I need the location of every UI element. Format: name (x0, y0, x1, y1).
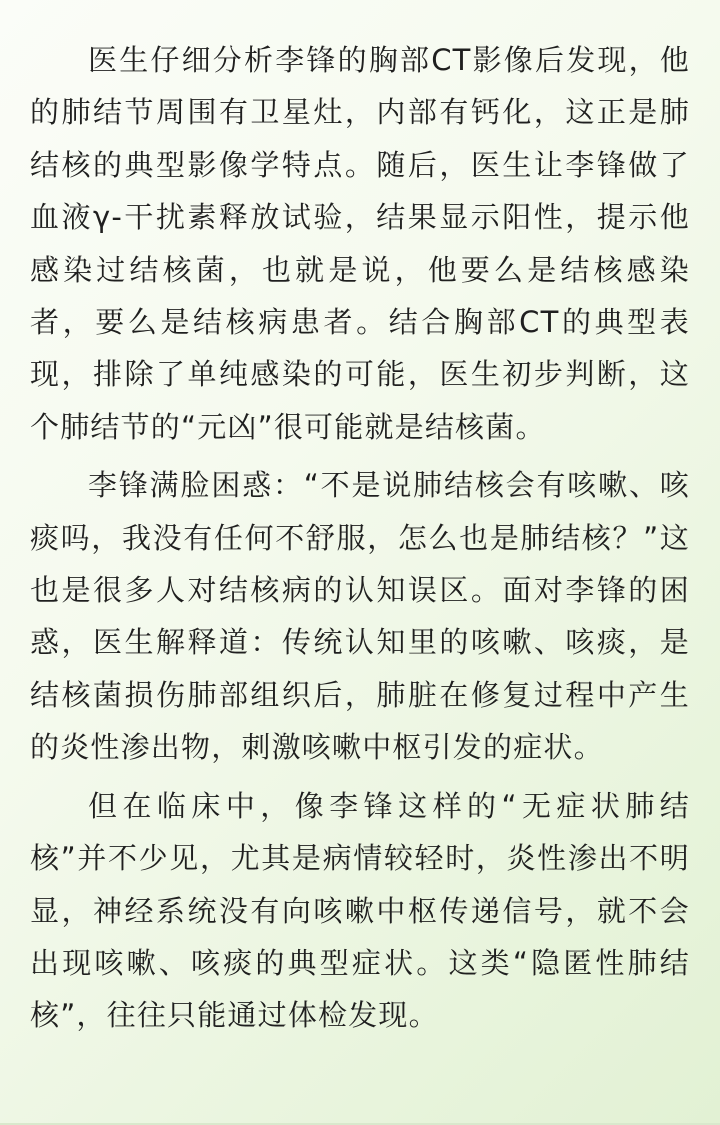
paragraph-patient-confusion: 李锋满脸困惑：“不是说肺结核会有咳嗽、咳痰吗，我没有任何不舒服，怎么也是肺结核？”这也是很多人对结核病的认知误区。面对李锋的困惑，医生解释道：传统认知里的咳嗽、咳痰，是结核菌损伤肺部组织后，肺脏在修复过程中产生的炎性渗出物，刺激咳嗽中枢引发的症状。 (30, 468, 690, 765)
paragraph-asymptomatic-tb: 但在临床中，像李锋这样的“无症状肺结核”并不少见，尤其是病情较轻时，炎性渗出不明显，神经系统没有向咳嗽中枢传递信号，就不会出现咳嗽、咳痰的典型症状。这类“隐匿性肺结核”，往往只能通过体检发现。 (30, 788, 690, 1033)
paragraph-ct-diagnosis: 医生仔细分析李锋的胸部CT影像后发现，他的肺结节周围有卫星灶，内部有钙化，这正是肺结核的典型影像学特点。随后，医生让李锋做了血液γ-干扰素释放试验，结果显示阳性，提示他感染过结核菌，也就是说，他要么是结核感染者，要么是结核病患者。结合胸部CT的典型表现，排除了单纯感染的可能，医生初步判断，这个肺结节的“元凶”很可能就是结核菌。 (30, 43, 690, 444)
